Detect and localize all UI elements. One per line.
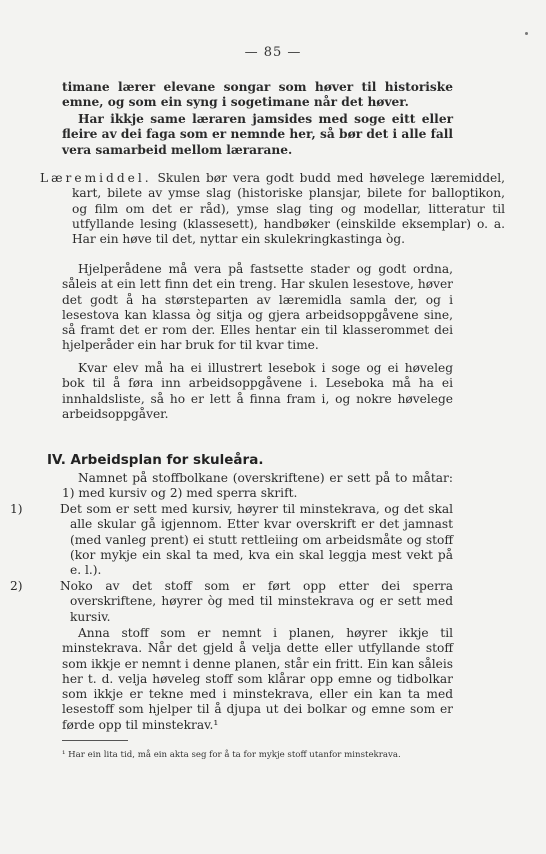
section-5-paragraph	[20, 171, 505, 247]
list-item-number: 1)	[10, 502, 23, 516]
scan-speck	[525, 32, 528, 35]
section-heading: IV. Arbeidsplan for skuleåra.	[47, 452, 264, 468]
section-5-number	[20, 171, 40, 186]
paragraph-collaboration: Har ikkje same læraren jamsides med soge eitt eller fleire av dei faga som er nemnde her, så bør det i alle fall vera samarbeid mellom lærarane.	[62, 112, 453, 157]
page-number: — 85 —	[244, 45, 302, 60]
list-item-number: 2)	[10, 579, 23, 593]
paragraph-learning-aids: Hjelperådene må vera på fastsette stader og godt ordna, såleis at ein lett finn det ein treng. Har skulen lesestove, høver det godt å ha størsteparten av læremidla samla der, og i lesestova kan klassa òg sitja og gjera arbeidsoppgåvene sine, så framt det er rom der. Elles hentar ein til klasserommet dei hjelperåder ein har bruk for til kvar time.	[62, 262, 453, 353]
footnote-divider	[62, 740, 128, 741]
paragraph-section-names: Namnet på stoffbolkane (overskriftene) er sett på to måtar: 1) med kursiv og 2) med sperra skrift.	[62, 471, 453, 501]
list-item-text: Det som er sett med kursiv, høyrer til minstekrava, og det skal alle skular gå igjennom. Etter kvar overskrift er det jamnast (med vanleg prent) ei stutt rettleiing om arbeidsmåte og stoff (kor mykje ein skal ta med, kva ein skal leggja mest vekt på e. l.).	[60, 502, 453, 578]
paragraph-continuation: timane lærer elevane songar som høver til historiske emne, og som ein syng i sogetimane når det høver.	[62, 80, 453, 110]
section-5-title: Læremiddel.	[40, 171, 152, 185]
paragraph-other-material: Anna stoff som er nemnt i planen, høyrer ikkje til minstekrava. Når det gjeld å velja dette eller utfyllande stoff som ikkje er nemnt i denne planen, står ein fritt. Ein kan såleis her t. d. velja høveleg stoff som klårar opp emne og tidbolkar som ikkje er tekne med i minstekrava, eller ein kan ta med lesestoff som hjelper til å djupa ut dei bolkar og emne som er førde opp til minstekrav.¹	[62, 626, 453, 732]
footnote: ¹ Har ein lita tid, må ein akta seg for å ta for mykje stoff utanfor minstekrava.	[62, 750, 401, 760]
list-item	[10, 502, 453, 578]
paragraph-reading-book: Kvar elev må ha ei illustrert lesebok i soge og ei høveleg bok til å føra inn arbeidsoppgåvene i. Leseboka må ha ei innhaldsliste, så ho er lett å finna fram i, og nokre høvelege arbeidsoppgåver.	[62, 361, 453, 421]
section-5-text: Skulen bør vera godt budd med høvelege læremiddel, kart, bilete av ymse slag (historiske plansjar, bilete for balloptikon, og film om det er råd), ymse slag ting og modellar, litteratur til utfyllande lesing (klassesett), handbøker (einskilde eksemplar) o. a. Har ein høve til det, nyttar ein skulekringkastinga òg.	[72, 171, 506, 247]
list-item	[10, 579, 453, 625]
list-item-text: Noko av det stoff som er ført opp etter dei sperra overskriftene, høyrer òg med til minstekrava og er sett med kursiv.	[60, 579, 453, 624]
